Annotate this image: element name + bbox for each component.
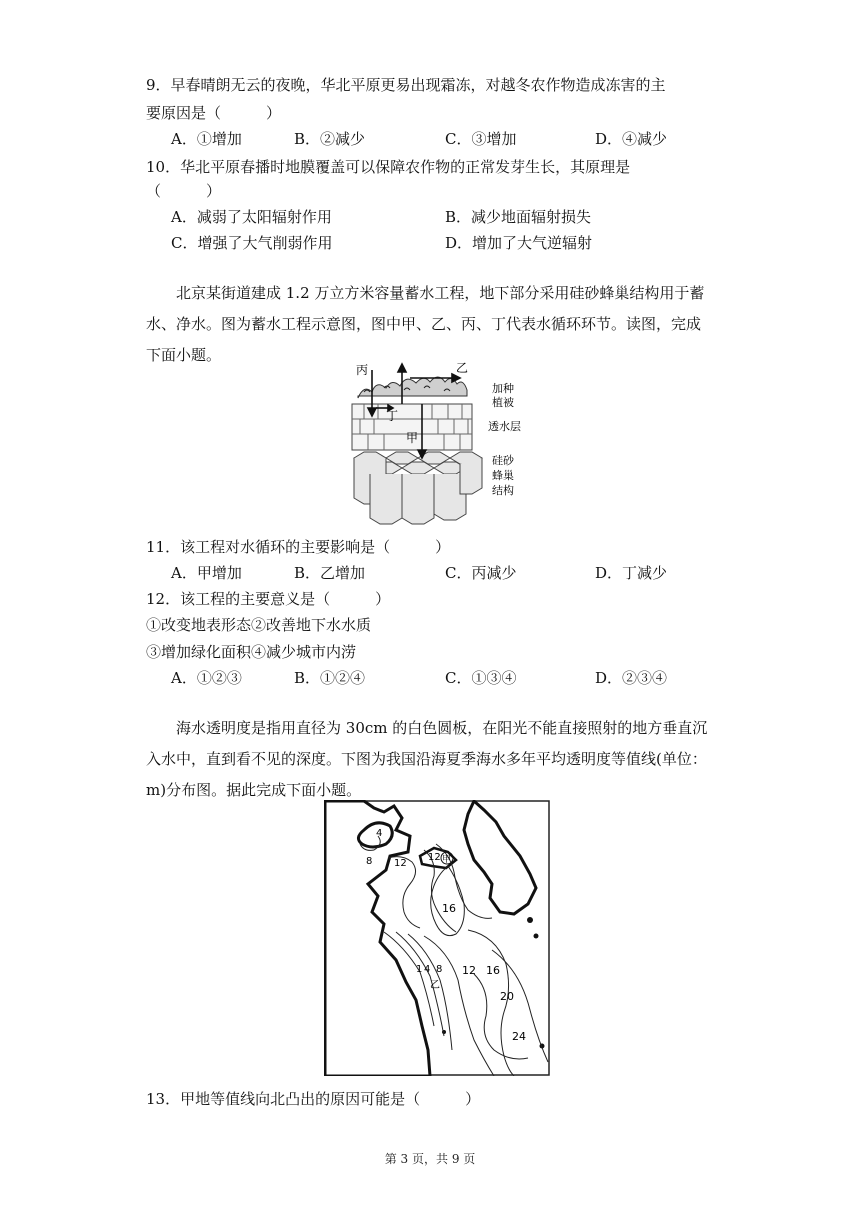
iso-label-4: 4 [376, 828, 383, 839]
label-jia: 甲 [406, 431, 419, 445]
passage-transparency: 海水透明度是指用直径为 30cm 的白色圆板，在阳光不能直接照射的地方垂直沉入水中，直到看不见的深度。下图为我国沿海夏季海水多年平均透明度等值线(单位：m)分布图。据此完成下面小题。 [146, 719, 708, 799]
label-silica1: 硅砂 [492, 454, 514, 467]
label-yi: 乙 [456, 361, 469, 375]
iso-label-16b: 16 [486, 964, 500, 977]
label-silica2: 蜂巢 [492, 469, 514, 482]
q10-stem-line2: （ ） [146, 182, 222, 200]
q10-option-d: D．增加了大气逆辐射 [445, 234, 593, 252]
q11-option-c: C．丙减少 [445, 564, 517, 582]
label-silica3: 结构 [492, 484, 514, 497]
q9-option-d: D．④减少 [595, 130, 668, 148]
q11-option-d: D．丁减少 [595, 564, 668, 582]
iso-label-1: 1 [416, 964, 423, 975]
label-bing: 丙 [356, 363, 369, 377]
q9-option-c: C．③增加 [445, 130, 517, 148]
honeycomb-structure [354, 452, 482, 524]
page-footer: 第 3 页，共 9 页 [384, 1152, 476, 1166]
iso-label-8: 8 [366, 856, 373, 867]
figure-water-storage [340, 358, 540, 528]
q13-stem: 13．甲地等值线向北凸出的原因可能是（ ） [146, 1090, 481, 1108]
iso-label-16a: 16 [442, 902, 456, 915]
q9-option-b: B．②减少 [294, 130, 366, 148]
iso-label-12b: 12 [428, 852, 441, 863]
q10-option-c: C．增强了大气削弱作用 [171, 234, 333, 252]
figure-transparency-map [324, 800, 550, 1076]
label-plant1: 加种 [492, 382, 514, 395]
q12-option-a: A．①②③ [171, 669, 242, 687]
q12-option-b: B．①②④ [294, 669, 366, 687]
q10-stem-line1: 10．华北平原春播时地膜覆盖可以保障农作物的正常发芽生长，其原理是 [146, 158, 631, 176]
q12-option-c: C．①③④ [445, 669, 517, 687]
q12-stem: 12．该工程的主要意义是（ ） [146, 590, 391, 608]
q10-option-a: A．减弱了太阳辐射作用 [171, 208, 332, 226]
iso-label-4b: 4 [424, 964, 431, 975]
iso-label-12a: 12 [394, 858, 407, 869]
iso-label-24: 24 [512, 1030, 526, 1043]
q12-statement-line1: ①改变地表形态②改善地下水水质 [146, 616, 372, 634]
label-yi: 乙 [430, 980, 440, 991]
vegetation-canopy [358, 377, 467, 398]
q10-option-b: B．减少地面辐射损失 [445, 208, 592, 226]
label-jia: 甲 [442, 855, 452, 865]
q12-option-d: D．②③④ [595, 669, 668, 687]
iso-label-12c: 12 [462, 964, 476, 977]
label-permeable: 透水层 [488, 420, 521, 433]
q11-stem: 11．该工程对水循环的主要影响是（ ） [146, 538, 451, 556]
label-plant2: 植被 [492, 396, 514, 409]
q9-stem-line2: 要原因是（ ） [146, 104, 282, 122]
iso-label-8b: 8 [436, 964, 443, 975]
q11-option-a: A．甲增加 [171, 564, 242, 582]
passage-water-storage: 北京某街道建成 1.2 万立方米容量蓄水工程，地下部分采用硅砂蜂巢结构用于蓄水、净水。图为蓄水工程示意图，图中甲、乙、丙、丁代表水循环环节。读图，完成下面小题。 [146, 284, 705, 364]
q9-stem-line1: 9．早春晴朗无云的夜晚，华北平原更易出现霜冻，对越冬农作物造成冻害的主 [146, 76, 666, 94]
iso-label-20: 20 [500, 990, 514, 1003]
q12-statement-line2: ③增加绿化面积④减少城市内涝 [146, 643, 357, 661]
q9-option-a: A．①增加 [171, 130, 242, 148]
label-ding: 丁 [386, 409, 399, 423]
q11-option-b: B．乙增加 [294, 564, 366, 582]
